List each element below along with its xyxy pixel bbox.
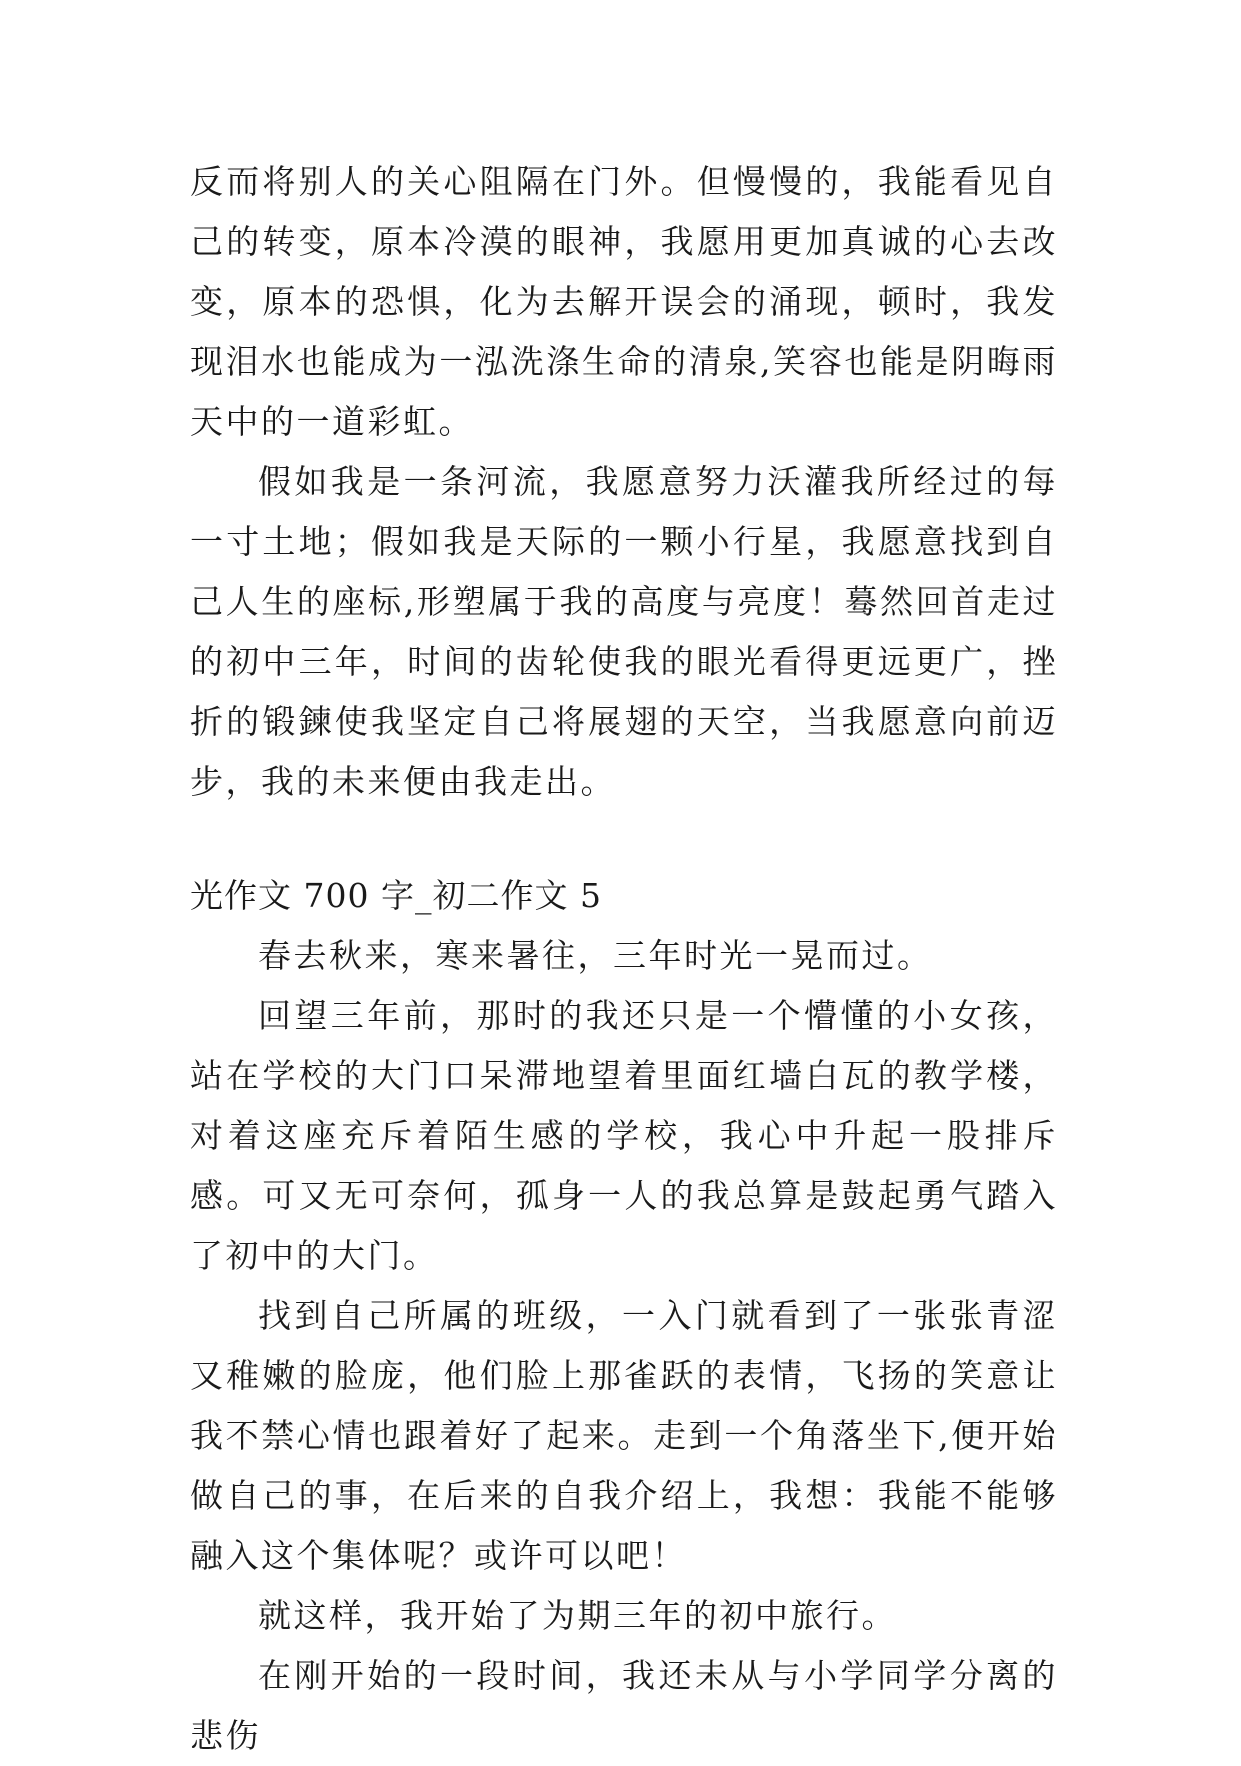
section-title: 光作文 700 字_初二作文 5 [190,876,602,915]
paragraph-beginning: 在刚开始的一段时间，我还未从与小学同学分离的悲伤 [190,1656,1058,1755]
document-body [190,152,1058,1766]
paragraph-seasons: 春去秋来，寒来暑往，三年时光一晃而过。 [258,936,933,975]
paragraph-continued: 反而将别人的关心阻隔在门外。但慢慢的，我能看见自己的转变，原本冷漠的眼神，我愿用更加真诚的心去改变，原本的恐惧，化为去解开误会的涌现，顿时，我发现泪水也能成为一泓洗涤生命的清泉,笑容也能是阴晦雨天中的一道彩虹。 [190,162,1058,441]
paragraph-river: 假如我是一条河流，我愿意努力沃灌我所经过的每一寸土地；假如我是天际的一颗小行星，我愿意找到自己人生的座标,形塑属于我的高度与亮度！蓦然回首走过的初中三年，时间的齿轮使我的眼光看得更远更广，挫折的锻鍊使我坚定自己将展翅的天空，当我愿意向前迈步，我的未来便由我走出。 [190,462,1058,801]
paragraph-classroom: 找到自己所属的班级，一入门就看到了一张张青涩又稚嫩的脸庞，他们脸上那雀跃的表情，飞扬的笑意让我不禁心情也跟着好了起来。走到一个角落坐下,便开始做自己的事，在后来的自我介绍上，我想：我能不能够融入这个集体呢？或许可以吧！ [190,1296,1058,1575]
paragraph-journey: 就这样，我开始了为期三年的初中旅行。 [258,1596,897,1635]
paragraph-look-back: 回望三年前，那时的我还只是一个懵懂的小女孩，站在学校的大门口呆滞地望着里面红墙白瓦的教学楼，对着这座充斥着陌生感的学校，我心中升起一股排斥感。可又无可奈何，孤身一人的我总算是鼓起勇气踏入了初中的大门。 [190,996,1058,1275]
